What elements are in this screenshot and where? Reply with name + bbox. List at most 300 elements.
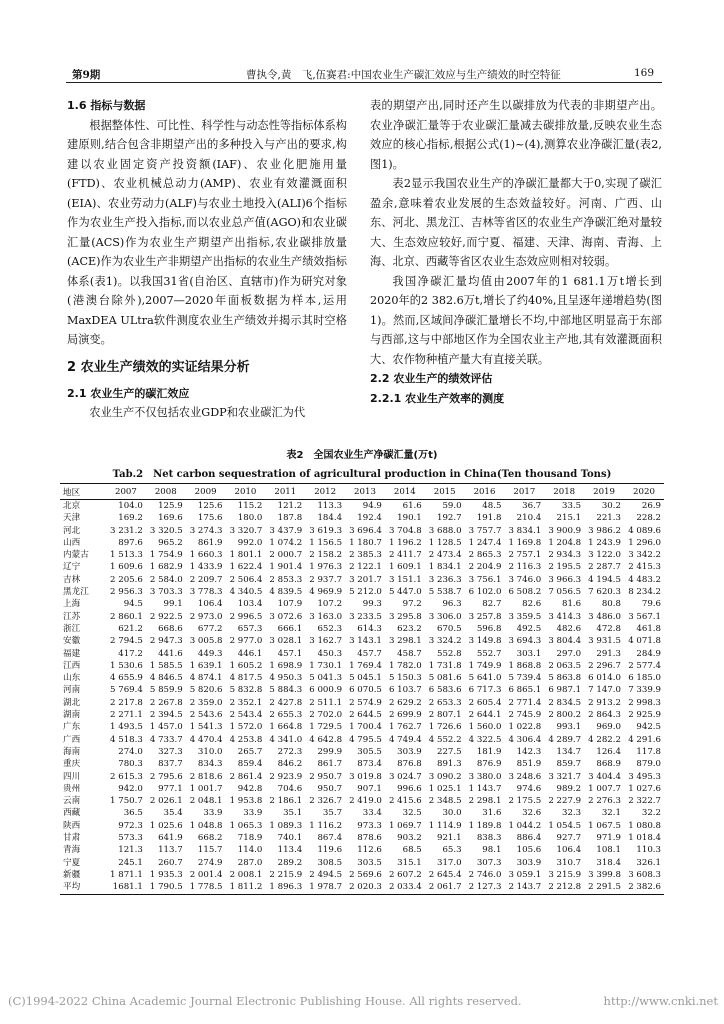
value-cell: 80.8 xyxy=(601,599,621,610)
value-cell: 3 495.3 xyxy=(628,771,661,782)
table-caption-cn: 表2 全国农业生产净碳汇量(万t) xyxy=(286,450,438,461)
value-cell: 3 321.7 xyxy=(548,771,582,782)
value-cell: 107.9 xyxy=(277,599,303,610)
value-cell: 2 865.3 xyxy=(468,550,502,561)
value-cell: 1 868.8 xyxy=(508,660,542,671)
value-cell: 1 065.3 xyxy=(229,820,263,831)
region-cell: 甘肃 xyxy=(63,833,81,844)
value-cell: 458.7 xyxy=(397,648,422,659)
value-cell: 670.5 xyxy=(436,623,462,634)
table-row xyxy=(60,672,664,684)
value-cell: 2 771.4 xyxy=(508,697,542,708)
value-cell: 3 486.0 xyxy=(588,611,621,622)
running-title: 曹执令,黄 飞,伍赛君:中国农业生产碳汇效应与生产绩效的时空特征 xyxy=(246,69,561,81)
value-cell: 1 790.5 xyxy=(146,881,186,894)
value-cell: 1 080.8 xyxy=(628,820,661,831)
value-cell: 851.9 xyxy=(516,759,542,770)
value-cell: 59.0 xyxy=(442,501,462,511)
value-cell: 3 746.0 xyxy=(508,574,542,585)
value-cell: 308.5 xyxy=(317,857,343,868)
value-cell: 227.5 xyxy=(436,746,462,757)
value-cell: 113.4 xyxy=(277,845,303,856)
paragraph: 表的期望产出,同时还产生以碳排放为代表的非期望产出。农业净碳汇量等于农业碳汇量减去碳排放量,反映农业生态效应的核心指标,根据公式(1)~(4),测算农业净碳汇量(表2,图1)。 xyxy=(370,99,662,171)
value-cell: 3 028.1 xyxy=(269,636,303,647)
value-cell: 48.5 xyxy=(482,501,502,511)
region-cell: 北京 xyxy=(63,501,81,511)
value-cell: 192.7 xyxy=(436,513,462,524)
value-cell: 68.5 xyxy=(402,845,422,856)
value-cell: 718.9 xyxy=(237,833,263,844)
value-cell: 2 923.9 xyxy=(269,771,303,782)
value-cell: 461.8 xyxy=(636,623,661,634)
footer-url: http://www.cnki.net xyxy=(603,994,718,1008)
column-header-year: 2008 xyxy=(146,484,186,500)
value-cell: 1 731.8 xyxy=(428,660,462,671)
value-cell: 1 114.9 xyxy=(428,820,462,831)
value-cell: 2 382.6 xyxy=(624,881,664,894)
table-body xyxy=(60,500,664,895)
value-cell: 876.9 xyxy=(476,759,502,770)
value-cell: 2 644.1 xyxy=(468,710,502,721)
value-cell: 35.1 xyxy=(283,808,303,819)
value-cell: 3 201.7 xyxy=(349,574,382,585)
value-cell: 303.5 xyxy=(357,857,382,868)
value-cell: 5 859.9 xyxy=(149,685,183,696)
value-cell: 210.4 xyxy=(516,513,542,524)
value-cell: 596.8 xyxy=(476,623,502,634)
value-cell: 30.0 xyxy=(442,808,462,819)
value-cell: 4 322.5 xyxy=(468,734,502,745)
value-cell: 1 022.8 xyxy=(508,722,542,733)
value-cell: 3 757.7 xyxy=(468,525,502,536)
value-cell: 1 811.2 xyxy=(226,881,266,894)
value-cell: 4 733.7 xyxy=(149,734,183,745)
value-cell: 1 585.5 xyxy=(149,660,183,671)
value-cell: 5 884.3 xyxy=(269,685,303,696)
value-cell: 2 922.5 xyxy=(149,611,183,622)
value-cell: 3 414.3 xyxy=(548,611,582,622)
value-cell: 942.0 xyxy=(118,783,143,794)
value-cell: 125.6 xyxy=(197,501,223,511)
table-row xyxy=(60,844,664,856)
value-cell: 3 072.6 xyxy=(269,611,303,622)
value-cell: 2 925.9 xyxy=(628,710,661,721)
value-cell: 969.0 xyxy=(596,722,621,733)
column-header-year: 2010 xyxy=(226,484,266,500)
region-cell: 黑龙江 xyxy=(63,587,89,598)
value-cell: 3 380.0 xyxy=(468,771,502,782)
value-cell: 81.6 xyxy=(561,599,582,610)
value-cell: 99.1 xyxy=(163,599,183,610)
value-cell: 36.7 xyxy=(522,501,542,511)
value-cell: 7 056.5 xyxy=(548,587,582,598)
value-cell: 3 090.2 xyxy=(428,771,462,782)
value-cell: 3 274.3 xyxy=(189,525,223,536)
column-header-region: 地区 xyxy=(60,484,106,500)
value-cell: 2 937.7 xyxy=(309,574,343,585)
value-cell: 457.7 xyxy=(357,648,382,659)
value-cell: 5 041.3 xyxy=(309,673,343,684)
value-cell: 2 977.0 xyxy=(229,636,263,647)
table-row xyxy=(60,561,664,573)
value-cell: 305.5 xyxy=(357,746,382,757)
value-cell: 82.6 xyxy=(522,599,542,610)
value-cell: 2 702.0 xyxy=(309,710,343,721)
value-cell: 907.1 xyxy=(357,783,382,794)
value-cell: 4 969.9 xyxy=(309,587,343,598)
value-cell: 299.9 xyxy=(317,746,343,757)
value-cell: 472.8 xyxy=(596,623,621,634)
region-cell: 青海 xyxy=(63,845,81,856)
value-cell: 450.3 xyxy=(317,648,343,659)
value-cell: 3 931.5 xyxy=(588,636,621,647)
value-cell: 552.7 xyxy=(476,648,502,659)
region-cell: 福建 xyxy=(63,648,81,659)
paragraph: 根据整体性、可比性、科学性与动态性等指标体系构建原则,结合包含非期望产出的多种投入与产出的要求,构建以农业固定资产投资额(IAF)、农业化肥施用量(FTD)、农业机械总动力(AMP)、农业有效灌溉面积(EIA)、农业劳动力(ALF)与农业土地投入(ALI)6个指标作为农业生产投入指标,而以农业总产值(AGO)和农业碳汇量(ACS)作为农业生产期望产出指标,农业碳排放量(ACE)作为农业生产非期望产出指标的农业生产绩效指标体系(表1)。以我国31省(自治区、直辖市)作为研究对象(港澳台除外),2007—2020年面板数据为样本,运用MaxDEA ULtra软件测度农业生产绩效并揭示其时空格局演变。 xyxy=(67,118,347,346)
table-row xyxy=(60,758,664,770)
value-cell: 4 655.9 xyxy=(110,673,143,684)
region-cell: 河南 xyxy=(63,685,81,696)
value-cell: 1 730.1 xyxy=(309,660,343,671)
value-cell: 4 483.2 xyxy=(628,574,661,585)
left-column xyxy=(67,96,347,423)
table-row xyxy=(60,771,664,783)
value-cell: 6 000.9 xyxy=(309,685,343,696)
value-cell: 2 800.2 xyxy=(548,710,582,721)
value-cell: 2 506.4 xyxy=(229,574,263,585)
table-row xyxy=(60,537,664,549)
value-cell: 2 818.6 xyxy=(189,771,223,782)
value-cell: 1 189.8 xyxy=(468,820,502,831)
value-cell: 482.6 xyxy=(556,623,582,634)
value-cell: 1 180.7 xyxy=(349,537,382,548)
value-cell: 106.4 xyxy=(197,599,223,610)
value-cell: 1 698.9 xyxy=(269,660,303,671)
value-cell: 942.5 xyxy=(636,722,661,733)
value-cell: 2 998.3 xyxy=(628,697,661,708)
column-header-year: 2011 xyxy=(265,484,305,500)
value-cell: 1 067.5 xyxy=(588,820,621,831)
region-cell: 贵州 xyxy=(63,783,81,794)
value-cell: 2 860.1 xyxy=(110,611,143,622)
value-cell: 3 694.3 xyxy=(508,636,542,647)
value-cell: 614.3 xyxy=(357,623,382,634)
page-number: 169 xyxy=(633,67,654,79)
region-cell: 陕西 xyxy=(63,820,81,831)
value-cell: 26.9 xyxy=(641,501,661,511)
value-cell: 1 639.1 xyxy=(189,660,223,671)
value-cell: 284.9 xyxy=(636,648,661,659)
value-cell: 2 026.1 xyxy=(149,796,183,807)
value-cell: 8 234.2 xyxy=(628,587,661,598)
running-header xyxy=(66,64,662,83)
value-cell: 1 769.4 xyxy=(349,660,382,671)
value-cell: 5 150.3 xyxy=(388,673,422,684)
table-row xyxy=(60,623,664,635)
value-cell: 3 619.3 xyxy=(309,525,343,536)
value-cell: 989.2 xyxy=(556,783,582,794)
value-cell: 3 778.3 xyxy=(189,587,223,598)
value-cell: 65.3 xyxy=(442,845,462,856)
value-cell: 2 008.1 xyxy=(229,869,263,880)
value-cell: 2 807.1 xyxy=(428,710,462,721)
value-cell: 3 143.1 xyxy=(349,636,382,647)
section-heading: 2.2 农业生产的绩效评估 xyxy=(370,372,493,385)
value-cell: 3 404.4 xyxy=(588,771,621,782)
value-cell: 96.3 xyxy=(442,599,462,610)
column-header-year: 2009 xyxy=(186,484,226,500)
region-cell: 四川 xyxy=(63,771,81,782)
value-cell: 992.0 xyxy=(237,537,263,548)
value-cell: 704.6 xyxy=(277,783,303,794)
value-cell: 82.7 xyxy=(482,599,502,610)
value-cell: 3 059.1 xyxy=(508,869,542,880)
value-cell: 6 014.0 xyxy=(588,673,621,684)
value-cell: 6 070.5 xyxy=(349,685,382,696)
value-cell: 878.6 xyxy=(357,833,382,844)
value-cell: 3 149.8 xyxy=(468,636,502,647)
value-cell: 657.3 xyxy=(237,623,263,634)
column-header-year: 2019 xyxy=(584,484,624,500)
table-row xyxy=(60,684,664,696)
value-cell: 115.2 xyxy=(237,501,263,511)
region-cell: 山西 xyxy=(63,537,81,548)
value-cell: 1 749.9 xyxy=(468,660,502,671)
value-cell: 3 231.2 xyxy=(110,525,143,536)
value-cell: 1 247.4 xyxy=(468,537,502,548)
value-cell: 3 696.4 xyxy=(349,525,382,536)
section-heading: 2.2.1 农业生产效率的测度 xyxy=(370,391,505,405)
region-cell: 广东 xyxy=(63,722,81,733)
value-cell: 623.2 xyxy=(397,623,422,634)
value-cell: 2 298.1 xyxy=(468,796,502,807)
value-cell: 861.7 xyxy=(317,759,343,770)
value-cell: 2 204.9 xyxy=(468,562,502,573)
value-cell: 1 116.2 xyxy=(309,820,343,831)
value-cell: 94.5 xyxy=(123,599,143,610)
value-cell: 441.6 xyxy=(158,648,183,659)
value-cell: 972.3 xyxy=(118,820,143,831)
table-caption-en: Tab.2 Net carbon sequestration of agricultural production in China(Ten thousand Tons) xyxy=(112,469,612,480)
value-cell: 2 033.4 xyxy=(385,881,425,894)
value-cell: 274.9 xyxy=(197,857,223,868)
value-cell: 1 069.7 xyxy=(388,820,422,831)
value-cell: 1 871.1 xyxy=(110,869,143,880)
value-cell: 2 947.3 xyxy=(149,636,183,647)
value-cell: 4 749.4 xyxy=(388,734,422,745)
value-cell: 5 447.0 xyxy=(388,587,422,598)
value-cell: 5 863.8 xyxy=(548,673,582,684)
value-cell: 1 750.7 xyxy=(110,796,143,807)
value-cell: 2 000.7 xyxy=(269,550,303,561)
value-cell: 113.7 xyxy=(158,845,183,856)
table-row xyxy=(60,660,664,672)
value-cell: 2 020.3 xyxy=(345,881,385,894)
value-cell: 119.6 xyxy=(317,845,343,856)
value-cell: 2 143.7 xyxy=(504,881,544,894)
value-cell: 32.5 xyxy=(402,808,422,819)
value-cell: 1 025.6 xyxy=(149,820,183,831)
value-cell: 260.7 xyxy=(158,857,183,868)
value-cell: 1 156.5 xyxy=(309,537,343,548)
value-cell: 36.5 xyxy=(123,808,143,819)
value-cell: 903.2 xyxy=(397,833,422,844)
value-cell: 2 543.6 xyxy=(189,710,223,721)
value-cell: 876.8 xyxy=(397,759,422,770)
value-cell: 2 116.3 xyxy=(508,562,542,573)
value-cell: 2 864.3 xyxy=(588,710,621,721)
value-cell: 5 739.4 xyxy=(508,673,542,684)
value-cell: 1 027.6 xyxy=(628,783,661,794)
value-cell: 1 609.6 xyxy=(110,562,143,573)
value-cell: 272.3 xyxy=(277,746,303,757)
value-cell: 32.2 xyxy=(641,808,661,819)
value-cell: 2 757.1 xyxy=(508,550,542,561)
value-cell: 2 186.1 xyxy=(269,796,303,807)
value-cell: 1 025.1 xyxy=(428,783,462,794)
value-cell: 6 102.0 xyxy=(468,587,502,598)
value-cell: 191.8 xyxy=(476,513,502,524)
paragraph: 表2显示我国农业生产的净碳汇量都大于0,实现了碳汇盈余,意味着农业发展的生态效益较好。河南、广西、山东、河北、黑龙江、吉林等省区的农业生产净碳汇绝对量较大、生态效应较好,而宁夏、福建、天津、海南、青海、上海、北京、西藏等省区农业生态效应则相对较弱。 xyxy=(370,177,662,268)
value-cell: 6 717.3 xyxy=(468,685,502,696)
value-cell: 897.6 xyxy=(118,537,143,548)
value-cell: 5 769.4 xyxy=(110,685,143,696)
value-cell: 4 552.2 xyxy=(428,734,462,745)
value-cell: 2 296.7 xyxy=(588,660,621,671)
value-cell: 2 411.7 xyxy=(388,550,422,561)
value-cell: 112.6 xyxy=(357,845,382,856)
value-cell: 7 147.0 xyxy=(588,685,621,696)
value-cell: 1 048.8 xyxy=(189,820,223,831)
value-cell: 449.3 xyxy=(197,648,223,659)
value-cell: 1 729.5 xyxy=(309,722,343,733)
table-row xyxy=(60,832,664,844)
value-cell: 1 204.8 xyxy=(548,537,582,548)
value-cell: 107.2 xyxy=(317,599,343,610)
value-cell: 3 900.9 xyxy=(548,525,582,536)
value-cell: 180.0 xyxy=(237,513,263,524)
value-cell: 175.6 xyxy=(197,513,223,524)
value-cell: 859.4 xyxy=(237,759,263,770)
value-cell: 3 804.4 xyxy=(548,636,582,647)
value-cell: 1 560.0 xyxy=(468,722,502,733)
value-cell: 99.3 xyxy=(362,599,382,610)
value-cell: 310.0 xyxy=(197,746,223,757)
value-cell: 4 194.5 xyxy=(588,574,621,585)
value-cell: 4 071.8 xyxy=(628,636,661,647)
value-cell: 3 704.8 xyxy=(388,525,422,536)
value-cell: 1 541.3 xyxy=(189,722,223,733)
region-cell: 天津 xyxy=(63,513,81,524)
column-header-year: 2012 xyxy=(305,484,345,500)
value-cell: 1 296.0 xyxy=(628,537,661,548)
table-row xyxy=(60,734,664,746)
value-cell: 289.2 xyxy=(277,857,303,868)
value-cell: 3 162.7 xyxy=(309,636,343,647)
value-cell: 3 324.2 xyxy=(428,636,462,647)
value-cell: 2 795.6 xyxy=(149,771,183,782)
value-cell: 2 215.9 xyxy=(269,869,303,880)
value-cell: 2 494.5 xyxy=(309,869,343,880)
value-cell: 192.4 xyxy=(357,513,382,524)
value-cell: 169.6 xyxy=(158,513,183,524)
value-cell: 126.4 xyxy=(596,746,621,757)
value-cell: 2 127.3 xyxy=(465,881,505,894)
value-cell: 3 756.1 xyxy=(468,574,502,585)
value-cell: 245.1 xyxy=(118,857,143,868)
value-cell: 859.7 xyxy=(556,759,582,770)
value-cell: 446.1 xyxy=(237,648,263,659)
value-cell: 1 572.0 xyxy=(229,722,263,733)
value-cell: 1 953.8 xyxy=(229,796,263,807)
table-row xyxy=(60,820,664,832)
value-cell: 184.4 xyxy=(317,513,343,524)
value-cell: 1 609.1 xyxy=(388,562,422,573)
value-cell: 573.3 xyxy=(118,833,143,844)
value-cell: 846.2 xyxy=(277,759,303,770)
value-cell: 3 608.3 xyxy=(628,869,661,880)
value-cell: 3 688.0 xyxy=(428,525,462,536)
value-cell: 307.3 xyxy=(476,857,502,868)
value-cell: 1 196.2 xyxy=(388,537,422,548)
value-cell: 274.0 xyxy=(118,746,143,757)
value-cell: 2 175.5 xyxy=(508,796,542,807)
value-cell: 2 794.5 xyxy=(110,636,143,647)
value-cell: 2 973.0 xyxy=(189,611,223,622)
value-cell: 2 322.7 xyxy=(628,796,661,807)
value-cell: 215.1 xyxy=(556,513,582,524)
value-cell: 1 493.5 xyxy=(110,722,143,733)
region-cell: 辽宁 xyxy=(63,562,81,573)
value-cell: 3 834.1 xyxy=(508,525,542,536)
value-cell: 457.1 xyxy=(277,648,303,659)
value-cell: 1 935.3 xyxy=(149,869,183,880)
value-cell: 1 074.2 xyxy=(269,537,303,548)
value-cell: 2 415.3 xyxy=(628,562,661,573)
paragraph: 农业生产不仅包括农业GDP和农业碳汇为代 xyxy=(89,406,306,419)
net-carbon-table xyxy=(60,483,664,895)
value-cell: 1 896.3 xyxy=(265,881,305,894)
value-cell: 621.2 xyxy=(118,623,143,634)
value-cell: 1 433.9 xyxy=(189,562,223,573)
value-cell: 2 853.3 xyxy=(269,574,303,585)
value-cell: 3 320.5 xyxy=(149,525,183,536)
value-cell: 4 795.5 xyxy=(349,734,382,745)
value-cell: 3 359.5 xyxy=(508,611,542,622)
value-cell: 861.9 xyxy=(197,537,223,548)
value-cell: 2 291.5 xyxy=(584,881,624,894)
value-cell: 1 901.4 xyxy=(269,562,303,573)
column-header-year: 2013 xyxy=(345,484,385,500)
value-cell: 993.1 xyxy=(556,722,582,733)
value-cell: 35.7 xyxy=(322,808,343,819)
value-cell: 32.6 xyxy=(522,808,542,819)
value-cell: 2 653.3 xyxy=(428,697,462,708)
value-cell: 1 605.2 xyxy=(229,660,263,671)
value-cell: 190.1 xyxy=(397,513,422,524)
copyright-text: (C)1994-2022 China Academic Journal Electronic Publishing House. All rights reserved. xyxy=(8,994,522,1008)
value-cell: 2 267.8 xyxy=(149,697,183,708)
value-cell: 1 834.1 xyxy=(428,562,462,573)
value-cell: 2 605.4 xyxy=(468,697,502,708)
value-cell: 2 645.4 xyxy=(428,869,462,880)
value-cell: 2 746.0 xyxy=(468,869,502,880)
value-cell: 2 834.5 xyxy=(548,697,582,708)
value-cell: 4 642.8 xyxy=(309,734,343,745)
value-cell: 2 956.3 xyxy=(110,587,143,598)
value-cell: 974.6 xyxy=(516,783,542,794)
region-cell: 安徽 xyxy=(63,636,81,647)
